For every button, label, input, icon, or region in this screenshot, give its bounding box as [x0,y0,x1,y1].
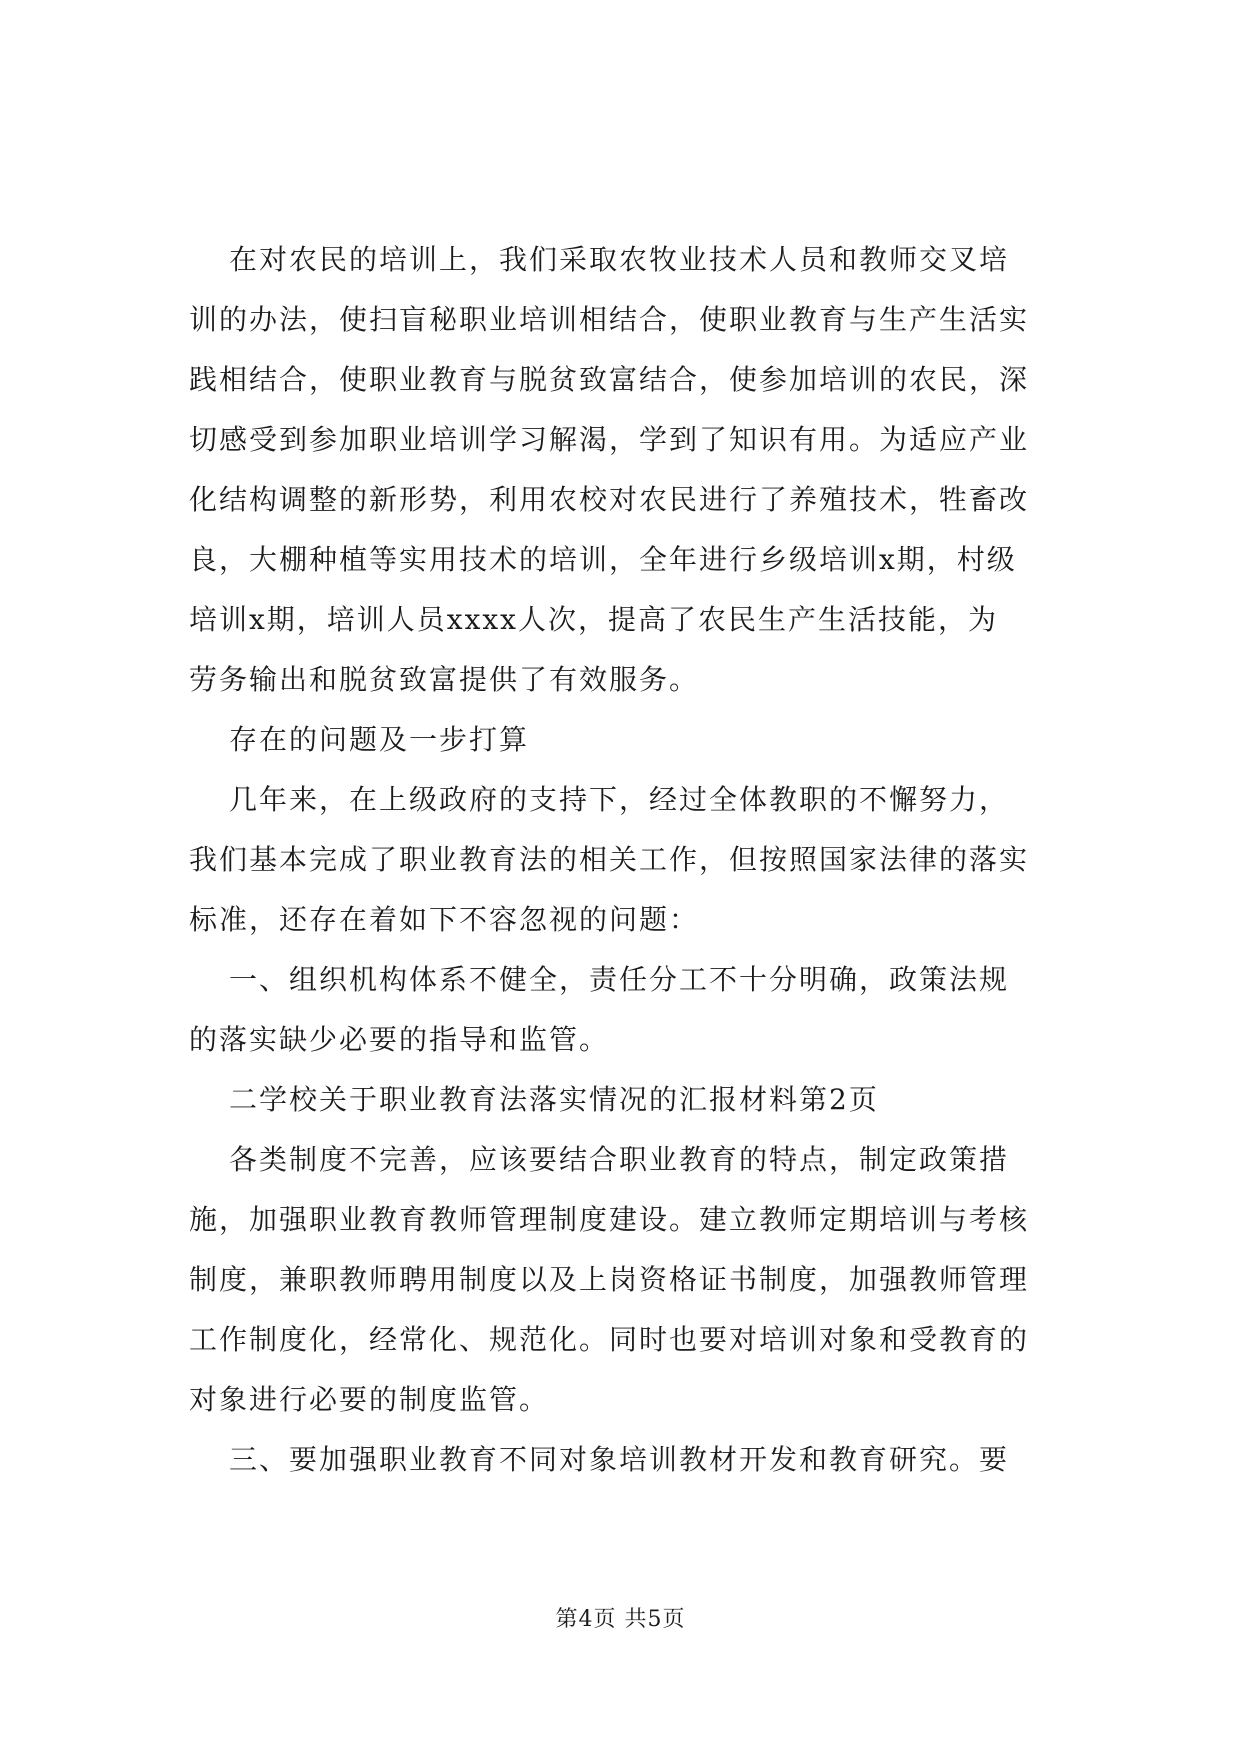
text-line: 良，大棚种植等实用技术的培训，全年进行乡级培训x期，村级 [189,543,1017,576]
text-line: 施，加强职业教育教师管理制度建设。建立教师定期培训与考核 [189,1203,1030,1236]
text-line: 工作制度化，经常化、规范化。同时也要对培训对象和受教育的 [189,1323,1030,1356]
text-line: 对象进行必要的制度监管。 [189,1383,550,1416]
text-line: 在对农民的培训上，我们采取农牧业技术人员和教师交叉培 [229,243,1010,276]
text-line: 三、要加强职业教育不同对象培训教材开发和教育研究。要 [229,1443,1010,1476]
text-line: 二学校关于职业教育法落实情况的汇报材料第2页 [229,1083,879,1116]
text-line: 切感受到参加职业培训学习解渴，学到了知识有用。为适应产业 [189,423,1030,456]
text-line: 践相结合，使职业教育与脱贫致富结合，使参加培训的农民，深 [189,363,1030,396]
text-line: 一、组织机构体系不健全，责任分工不十分明确，政策法规 [229,963,1010,996]
text-line: 化结构调整的新形势，利用农校对农民进行了养殖技术，牲畜改 [189,483,1030,516]
text-line: 制度，兼职教师聘用制度以及上岗资格证书制度，加强教师管理 [189,1263,1030,1296]
text-line: 我们基本完成了职业教育法的相关工作，但按照国家法律的落实 [189,843,1030,876]
text-line: 劳务输出和脱贫致富提供了有效服务。 [189,663,700,696]
text-line: 各类制度不完善，应该要结合职业教育的特点，制定政策措 [229,1143,1010,1176]
document-body [189,230,1079,1490]
text-line: 的落实缺少必要的指导和监管。 [189,1023,610,1056]
text-line: 几年来，在上级政府的支持下，经过全体教职的不懈努力， [229,783,1010,816]
text-line: 培训x期，培训人员xxxx人次，提高了农民生产生活技能，为 [189,603,998,636]
section-heading: 存在的问题及一步打算 [229,723,530,756]
text-line: 标准，还存在着如下不容忽视的问题： [189,903,700,936]
text-line: 训的办法，使扫盲秘职业培训相结合，使职业教育与生产生活实 [189,303,1030,336]
page-footer: 第4页 共5页 [555,1607,686,1632]
